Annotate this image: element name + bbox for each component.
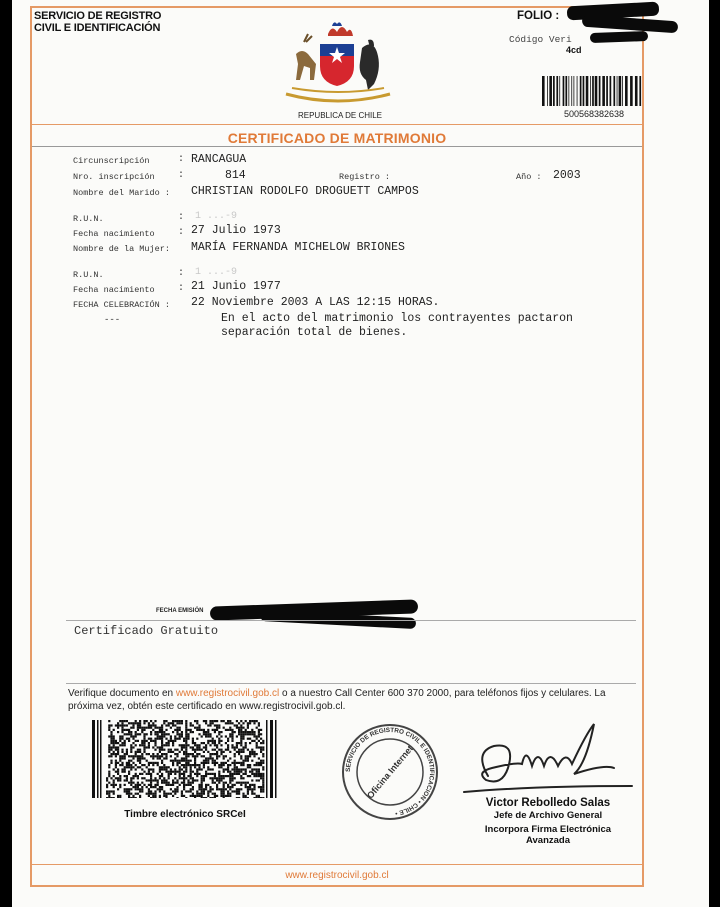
codigo-value: 4cd xyxy=(566,45,582,55)
seal-ring-text: SERVICIO DE REGISTRO CIVIL E IDENTIFICACION • CHILE • xyxy=(344,726,436,817)
signer-name: Victor Rebolledo Salas xyxy=(485,797,611,809)
colon: : xyxy=(178,283,185,294)
signer-role: Jefe de Archivo General xyxy=(493,810,603,821)
document-title: CERTIFICADO DE MATRIMONIO xyxy=(227,130,447,146)
footer-url[interactable]: www.registrocivil.gob.cl xyxy=(285,870,389,881)
certificado-gratuito: Certificado Gratuito xyxy=(74,624,219,638)
note-line-1: En el acto del matrimonio los contrayentes pactaron xyxy=(221,312,573,325)
folio-barcode xyxy=(542,76,642,106)
barcode-number: 500568382638 xyxy=(563,109,625,119)
signer-note-2: Avanzada xyxy=(526,835,570,846)
issuer-line-2: CIVIL E IDENTIFICACIÓN xyxy=(34,22,161,34)
run-mujer-label: R.U.N. xyxy=(73,270,104,280)
nacimiento-marido-value: 27 Julio 1973 xyxy=(191,224,281,237)
run-marido-value-redacted: 1 ...-9 xyxy=(195,211,238,222)
signer-block xyxy=(458,797,638,846)
marido-value: CHRISTIAN RODOLFO DROGUETT CAMPOS xyxy=(191,185,419,198)
dashes: --- xyxy=(104,315,121,325)
mujer-label: Nombre de la Mujer: xyxy=(73,244,170,254)
huemul-icon xyxy=(296,34,316,80)
chile-coat-of-arms xyxy=(276,18,400,104)
circunscripcion-value: RANCAGUA xyxy=(191,153,247,166)
redaction-codigo-2 xyxy=(590,31,648,43)
oficina-internet-seal xyxy=(340,722,440,822)
colon: : xyxy=(178,212,185,223)
ano-label: Año : xyxy=(516,172,542,182)
marido-label: Nombre del Marido : xyxy=(73,188,170,198)
nacimiento-mujer-value: 21 Junio 1977 xyxy=(191,280,281,293)
divider xyxy=(32,864,642,865)
signer-note-1: Incorpora Firma Electrónica xyxy=(484,824,612,835)
nro-inscripcion-value: 814 xyxy=(225,169,246,182)
divider xyxy=(32,124,642,125)
registro-label: Registro : xyxy=(339,172,391,182)
condor-icon xyxy=(360,40,379,90)
handwritten-signature xyxy=(458,716,638,800)
seal-center-text: Oficina Internet xyxy=(364,743,416,801)
issuer-line-1: SERVICIO DE REGISTRO xyxy=(34,10,162,22)
issuer-name xyxy=(34,10,161,34)
divider xyxy=(32,146,642,147)
electronic-stamp-barcode xyxy=(92,720,278,798)
country-label: REPUBLICA DE CHILE xyxy=(297,111,383,120)
celebracion-value: 22 Noviembre 2003 A LAS 12:15 HORAS. xyxy=(191,296,440,309)
nro-inscripcion-label: Nro. inscripción xyxy=(73,172,155,182)
codigo-label: Código Veri xyxy=(509,34,572,45)
nacimiento-mujer-label: Fecha nacimiento xyxy=(73,285,155,295)
fecha-emision-label: FECHA EMISIÓN xyxy=(156,608,204,614)
ano-value: 2003 xyxy=(553,169,581,182)
divider xyxy=(66,683,636,684)
folio-label: FOLIO : xyxy=(517,10,560,22)
note-line-2: separación total de bienes. xyxy=(221,326,408,339)
mujer-value: MARÍA FERNANDA MICHELOW BRIONES xyxy=(191,241,405,254)
run-marido-label: R.U.N. xyxy=(73,214,104,224)
run-mujer-value-redacted: 1 ...-9 xyxy=(195,267,238,278)
divider xyxy=(66,620,636,621)
celebracion-label: FECHA CELEBRACIÓN : xyxy=(73,300,170,310)
timbre-label: Timbre electrónico SRCeI xyxy=(124,809,246,820)
colon: : xyxy=(178,170,185,181)
verification-notice xyxy=(68,688,628,713)
circunscripcion-label: Circunscripción xyxy=(73,156,150,166)
verify-text-rest: o a nuestro Call Center 600 370 2000, para teléfonos fijos y celulares. La próxima vez, obtén este certificado en www.registrocivil.gob.cl. xyxy=(68,688,606,712)
colon: : xyxy=(178,227,185,238)
verify-text: Verifique documento en xyxy=(68,688,176,699)
registro-link[interactable]: www.registrocivil.gob.cl xyxy=(175,688,280,699)
nacimiento-marido-label: Fecha nacimiento xyxy=(73,229,155,239)
colon: : xyxy=(178,154,185,165)
colon: : xyxy=(178,268,185,279)
